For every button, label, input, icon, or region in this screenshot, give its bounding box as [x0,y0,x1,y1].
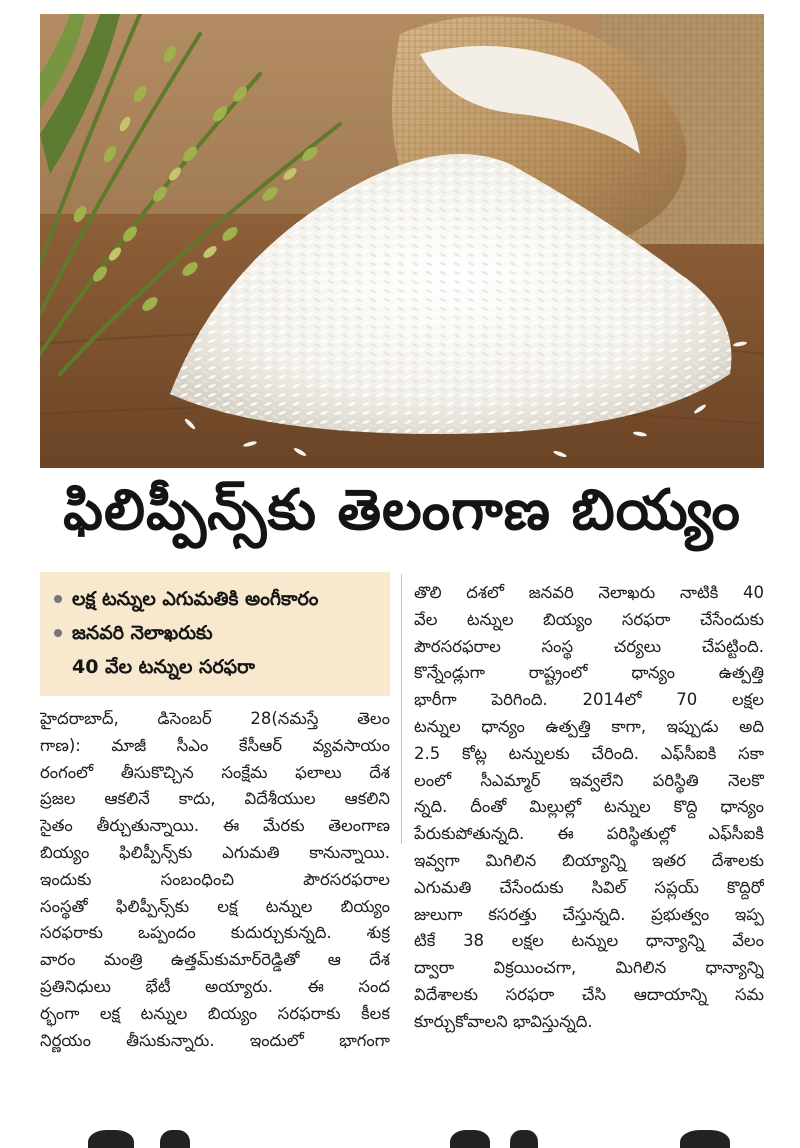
column-divider [401,574,402,844]
body-line: ఎగుమతి చేసేందుకు సివిల్ సప్లయ్ కొద్దిరో [414,877,764,897]
body-line: ద్వారా విక్రయించగా, మిగిలిన ధాన్యాన్ని [414,958,764,978]
highlight-line: లక్ష టన్నుల ఎగుమతికి అంగీకారం [72,588,319,610]
body-line: ర్భంగా లక్ష టన్నుల బియ్యం సరఫరాకు కీలక [40,1003,390,1023]
body-line: లంలో సీఎమ్మార్ ఇవ్వలేని పరిస్థితి నెలకొ [414,770,764,790]
headline: ఫిలిప్పీన్స్‌కు తెలంగాణ బియ్యం [63,477,741,543]
body-line: గాణ): మాజీ సీఎం కేసీఆర్ వ్యవసాయం [40,735,390,755]
headline-container [40,474,764,560]
rice-illustration [40,14,764,468]
body-line: సరఫరాకు ఒప్పందం కుదుర్చుకున్నది. శుక్ర [40,923,390,943]
rice-photo [40,14,764,468]
highlights-box [40,572,390,696]
body-line: భారీగా పెరిగింది. 2014లో 70 లక్షల [414,690,764,710]
body-line: తొలి దశలో జనవరి నెలాఖరు నాటికి 40 [414,583,764,602]
body-line: ప్రజల ఆకలినే కాదు, విదేశీయుల ఆకలిని [40,789,390,809]
body-line: న్నది. దీంతో మిల్లుల్లో టన్నుల కొద్ది ధాన్యం [414,797,764,817]
body-line: ఇవ్వగా మిగిలిన బియ్యాన్ని ఇతర దేశాలకు [414,850,764,870]
bullet-icon [54,595,62,603]
body-line: 2.5 కోట్ల టన్నులకు చేరింది. ఎఫ్‌సీఐకి సకా [414,743,764,763]
highlight-item [54,616,378,684]
body-line: సైతం తీర్చుతున్నాయి. ఈ మేరకు తెలంగాణ [40,816,390,836]
body-line: జులుగా కసరత్తు చేస్తున్నది. ప్రభుత్వం ఇప్ప [414,904,764,924]
body-line: సంస్థతో ఫిలిప్పీన్స్‌కు లక్ష టన్నుల బియ్యం [40,896,390,916]
body-column-right [414,580,764,1036]
bullet-icon [54,629,62,637]
body-line: పౌరసరఫరాల సంస్థ చర్యలు చేపట్టింది. [414,636,764,656]
body-line: విదేశాలకు సరఫరా చేసి ఆదాయాన్ని సమ [414,984,764,1004]
body-line: రంగంలో తీసుకొచ్చిన సంక్షేమ ఫలాలు దేశ [40,762,390,782]
next-headline-fragment [40,1124,764,1148]
body-line: టన్నుల ధాన్యం ఉత్పత్తి కాగా, ఇప్పుడు అది [414,716,764,736]
body-line: హైదరాబాద్, డిసెంబర్ 28(నమస్తే తెలం [40,709,390,728]
body-line: బియ్యం ఫిలిప్పీన్స్‌కు ఎగుమతి కానున్నాయి. [40,842,390,862]
body-line: టికే 38 లక్షల టన్నుల ధాన్యాన్ని వేలం [414,931,764,951]
body-line: నిర్ణయం తీసుకున్నారు. ఇందులో భాగంగా [40,1030,390,1050]
highlight-item [54,582,378,616]
body-line: ప్రతినిధులు భేటీ అయ్యారు. ఈ సంద [40,976,390,996]
body-line: ఇందుకు సంబంధించి పౌరసరఫరాల [40,869,390,889]
highlight-line: 40 వేల టన్నుల సరఫరా [72,656,255,678]
body-line: పేరుకుపోతున్నది. ఈ పరిస్థితుల్లో ఎఫ్‌సీఐకి [414,824,764,844]
body-line: కూర్చుకోవాలని భావిస్తున్నది. [414,1011,593,1031]
body-line: వేల టన్నుల బియ్యం సరఫరా చేసేందుకు [414,609,764,629]
highlight-line: జనవరి నెలాఖరుకు [72,622,213,644]
body-line: కొన్నేండ్లుగా రాష్ట్రంలో ధాన్యం ఉత్పత్తి [414,663,764,683]
body-column-left [40,706,390,1054]
body-line: వారం మంత్రి ఉత్తమ్‌కుమార్‌రెడ్డితో ఆ దేశ [40,950,390,970]
